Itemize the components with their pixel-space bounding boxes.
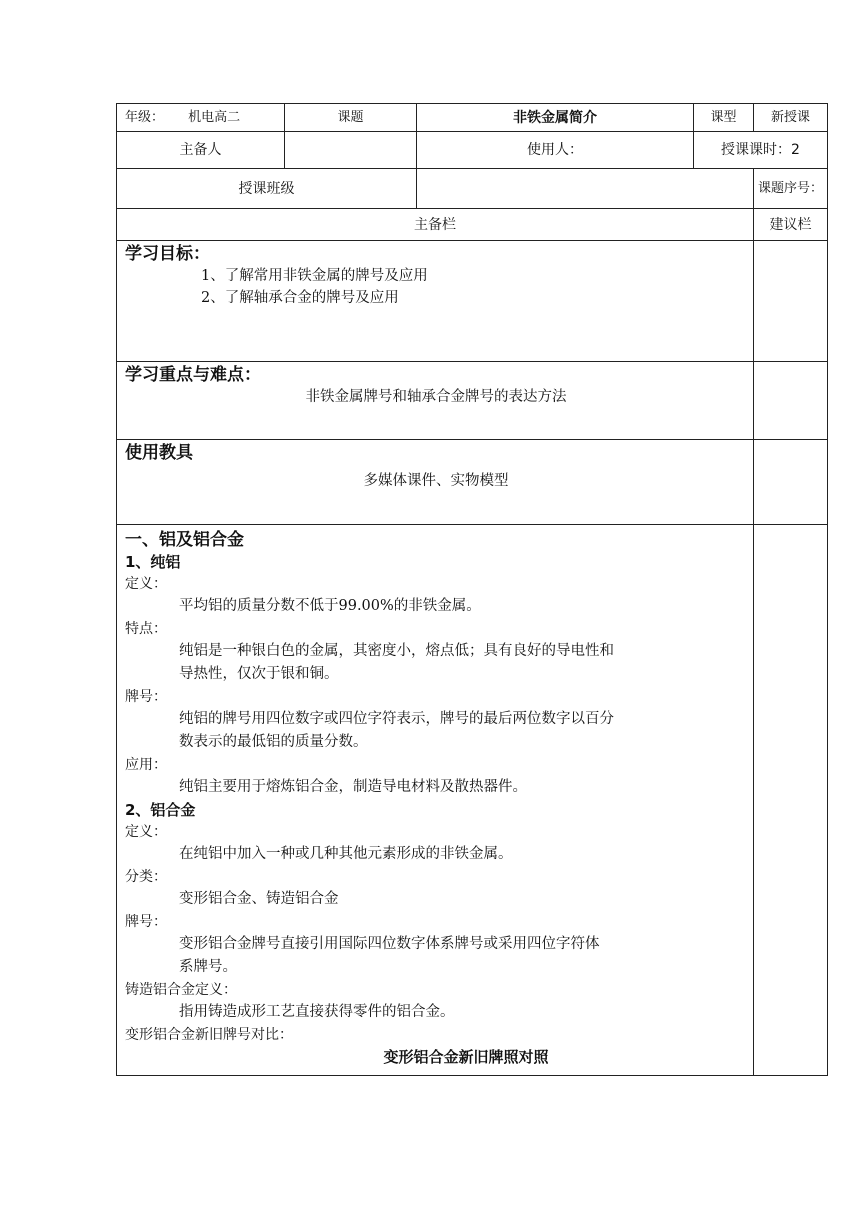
- pure-al-grade-label: 牌号：: [125, 689, 167, 705]
- key-points-row: [117, 362, 828, 440]
- objectives-cell: [117, 241, 754, 362]
- key-points-suggest-cell: [754, 362, 828, 440]
- pure-al-feat-label: 特点：: [125, 621, 167, 637]
- suggest-col-label: 建议栏: [754, 209, 828, 241]
- user-label: 使用人：: [417, 132, 694, 169]
- content-row: [117, 525, 828, 1076]
- al-alloy-class-text: 变形铝合金、铸造铝合金: [179, 891, 339, 907]
- grade-cell: [117, 104, 285, 132]
- pure-al-feat-line: 纯铝是一种银白色的金属，其密度小，熔点低；具有良好的导电性和: [179, 643, 614, 659]
- tools-text: 多媒体课件、实物模型: [363, 473, 509, 489]
- pure-al-app-label: 应用：: [125, 757, 167, 773]
- al-alloy-heading: 2、铝合金: [125, 801, 196, 819]
- section-heading: 一、铝及铝合金: [125, 530, 244, 550]
- pure-al-grade-line: 数表示的最低铝的质量分数。: [179, 734, 368, 750]
- lesson-plan-table: [116, 103, 828, 1076]
- compare-table-caption: 变形铝合金新旧牌照对照: [383, 1048, 549, 1066]
- pure-al-grade-line: 纯铝的牌号用四位数字或四位字符表示，牌号的最后两位数字以百分: [179, 711, 614, 727]
- objectives-row: [117, 241, 828, 362]
- grade-label: 年级：: [125, 109, 165, 125]
- al-alloy-grade-line: 系牌号。: [179, 959, 237, 975]
- compare-label: 变形铝合金新旧牌号对比：: [125, 1027, 293, 1043]
- topic-label: 课题: [285, 104, 417, 132]
- pure-al-app-text: 纯铝主要用于熔炼铝合金，制造导电材料及散热器件。: [179, 779, 527, 795]
- class-value: [417, 169, 754, 209]
- cast-alloy-text: 指用铸造成形工艺直接获得零件的铝合金。: [179, 1004, 455, 1020]
- pure-al-def-label: 定义：: [125, 576, 167, 592]
- preparer-value: [285, 132, 417, 169]
- cast-alloy-label: 铸造铝合金定义：: [125, 982, 237, 998]
- pure-al-feat-line: 导热性，仅次于银和铜。: [179, 666, 339, 682]
- header-row-3: [117, 169, 828, 209]
- key-points-heading: 学习重点与难点：: [125, 365, 261, 385]
- tools-cell: [117, 440, 754, 525]
- header-row-1: [117, 104, 828, 132]
- class-label: 授课班级: [117, 169, 417, 209]
- pure-al-heading: 1、纯铝: [125, 553, 181, 571]
- objective-item: 2、了解轴承合金的牌号及应用: [201, 290, 399, 306]
- content-suggest-cell: [754, 525, 828, 1076]
- content-cell: [117, 525, 754, 1076]
- seq-label: 课题序号：: [754, 169, 828, 209]
- tools-heading: 使用教具: [125, 443, 193, 463]
- al-alloy-grade-label: 牌号：: [125, 914, 167, 930]
- pure-al-def-text: 平均铝的质量分数不低于99.00%的非铁金属。: [179, 598, 481, 614]
- header-row-2: [117, 132, 828, 169]
- preparer-label: 主备人: [117, 132, 285, 169]
- al-alloy-grade-line: 变形铝合金牌号直接引用国际四位数字体系牌号或采用四位字符体: [179, 936, 600, 952]
- al-alloy-def-text: 在纯铝中加入一种或几种其他元素形成的非铁金属。: [179, 846, 513, 862]
- hours-label: 授课课时：2: [694, 132, 828, 169]
- main-col-label: 主备栏: [117, 209, 754, 241]
- topic-title: 非铁金属简介: [417, 104, 694, 132]
- tools-row: [117, 440, 828, 525]
- type-label: 课型: [694, 104, 754, 132]
- objectives-suggest-cell: [754, 241, 828, 362]
- column-header-row: [117, 209, 828, 241]
- type-value: 新授课: [754, 104, 828, 132]
- al-alloy-class-label: 分类：: [125, 869, 167, 885]
- key-points-cell: [117, 362, 754, 440]
- objectives-heading: 学习目标：: [125, 244, 210, 264]
- tools-suggest-cell: [754, 440, 828, 525]
- grade-value: 机电高二: [188, 109, 241, 125]
- al-alloy-def-label: 定义：: [125, 824, 167, 840]
- key-points-text: 非铁金属牌号和轴承合金牌号的表达方法: [305, 389, 567, 405]
- objective-item: 1、了解常用非铁金属的牌号及应用: [201, 268, 428, 284]
